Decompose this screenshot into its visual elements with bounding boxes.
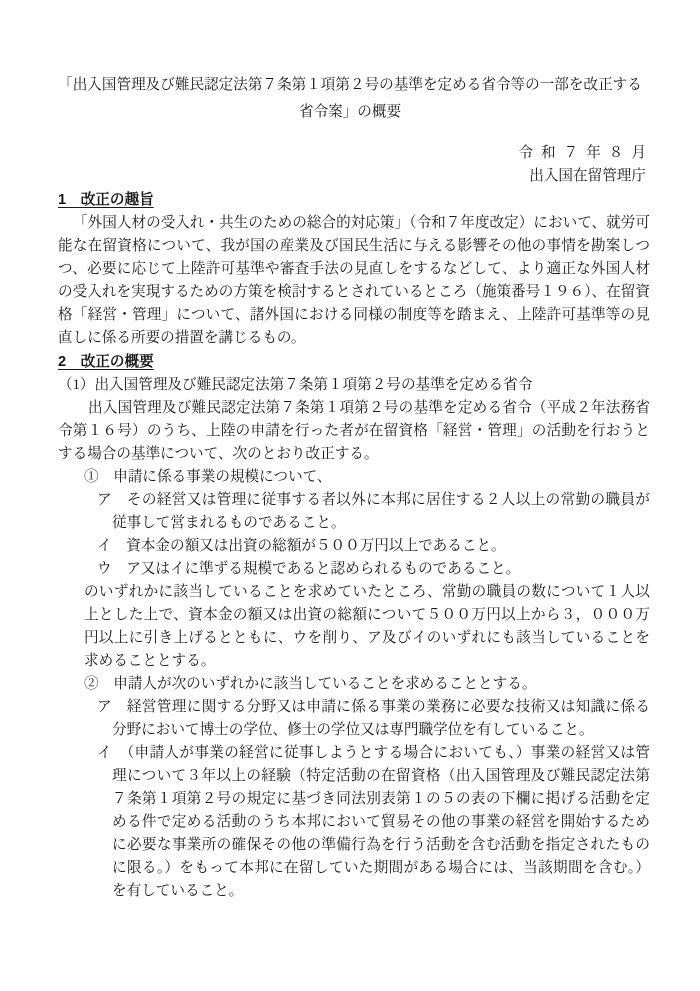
- document-title: [40, 72, 660, 126]
- section-2-heading: 2 改正の概要: [58, 354, 154, 370]
- section-1-body: 「外国人材の受入れ・共生のための総合的対応策」（令和７年度改定）において、就労可能な在留資格について、我が国の産業及び国民生活に与える影響その他の事情を勘案しつつ、必要に応じて上陸許可基準や審査手法の見直しをするなどして、より適正な外国人材の受入れを実現するための方策を検討するとされているところ（施策番号１９６）、在留資格「経営・管理」について、諸外国における同様の制度等を踏まえ、上陸許可基準等の見直しに係る所要の措置を講じるもの。: [58, 215, 650, 346]
- document-byline: [0, 142, 654, 188]
- point-2-item-a: ア 経営管理に関する分野又は申請に係る事業の業務に必要な技術又は知識に係る分野において博士の学位、修士の学位又は専門職学位を有していること。: [97, 699, 650, 738]
- point-1-item-i: イ 資本金の額又は出資の総額が５００万円以上であること。: [97, 538, 506, 554]
- document-title-line-1: 「出入国管理及び難民認定法第７条第１項第２号の基準を定める省令等の一部を改正する: [58, 77, 642, 93]
- issuing-agency: 出入国在留管理庁: [529, 168, 646, 184]
- point-1-conclusion: のいずれかに該当していることを求めていたところ、常勤の職員の数について１人以上とした上で、資本金の額又は出資の総額について５００万円以上から３，０００万円以上に引き上げるとともに、ウを削り、ア及びイのいずれにも該当していることを求めることとする。: [84, 584, 650, 669]
- point-1-item-a: ア その経営又は管理に従事する者以外に本邦に居住する２人以上の常勤の職員が従事して営まれるものであること。: [97, 492, 650, 531]
- point-1-item-u: ウ ア又はイに準ずる規模であると認められるものであること。: [97, 561, 521, 577]
- section-2-sub-1-intro: 出入国管理及び難民認定法第７条第１項第２号の基準を定める省令（平成２年法務省令第１６号）のうち、上陸の申請を行った者が在留資格「経営・管理」の活動を行おうとする場合の基準について、次のとおり改正する。: [58, 400, 650, 462]
- section-1-heading: 1 改正の趣旨: [58, 192, 154, 208]
- section-2-sub-1-heading: （1）出入国管理及び難民認定法第７条第１項第２号の基準を定める省令: [58, 377, 533, 393]
- point-2-item-i: イ （申請人が事業の経営に従事しようとする場合においても、）事業の経営又は管理について３年以上の経験（特定活動の在留資格（出入国管理及び難民認定法第７条第１項第２号の規定に基づき同法別表第１の５の表の下欄に掲げる活動を定める件で定める活動のうち本邦において貿易その他の事業の経営を開始するために必要な事業所の確保その他の準備行為を行う活動を含む活動を指定されたものに限る。）をもって本邦に在留していた期間がある場合には、当該期間を含む。）を有していること。: [97, 745, 650, 899]
- point-1-lead: ① 申請に係る事業の規模について、: [84, 469, 332, 485]
- issued-date: 令和７年８月: [518, 145, 654, 161]
- point-2-lead: ② 申請人が次のいずれかに該当していることを求めることとする。: [84, 676, 537, 692]
- document-title-line-2: 省令案」の概要: [298, 104, 402, 120]
- document-body: [58, 189, 650, 903]
